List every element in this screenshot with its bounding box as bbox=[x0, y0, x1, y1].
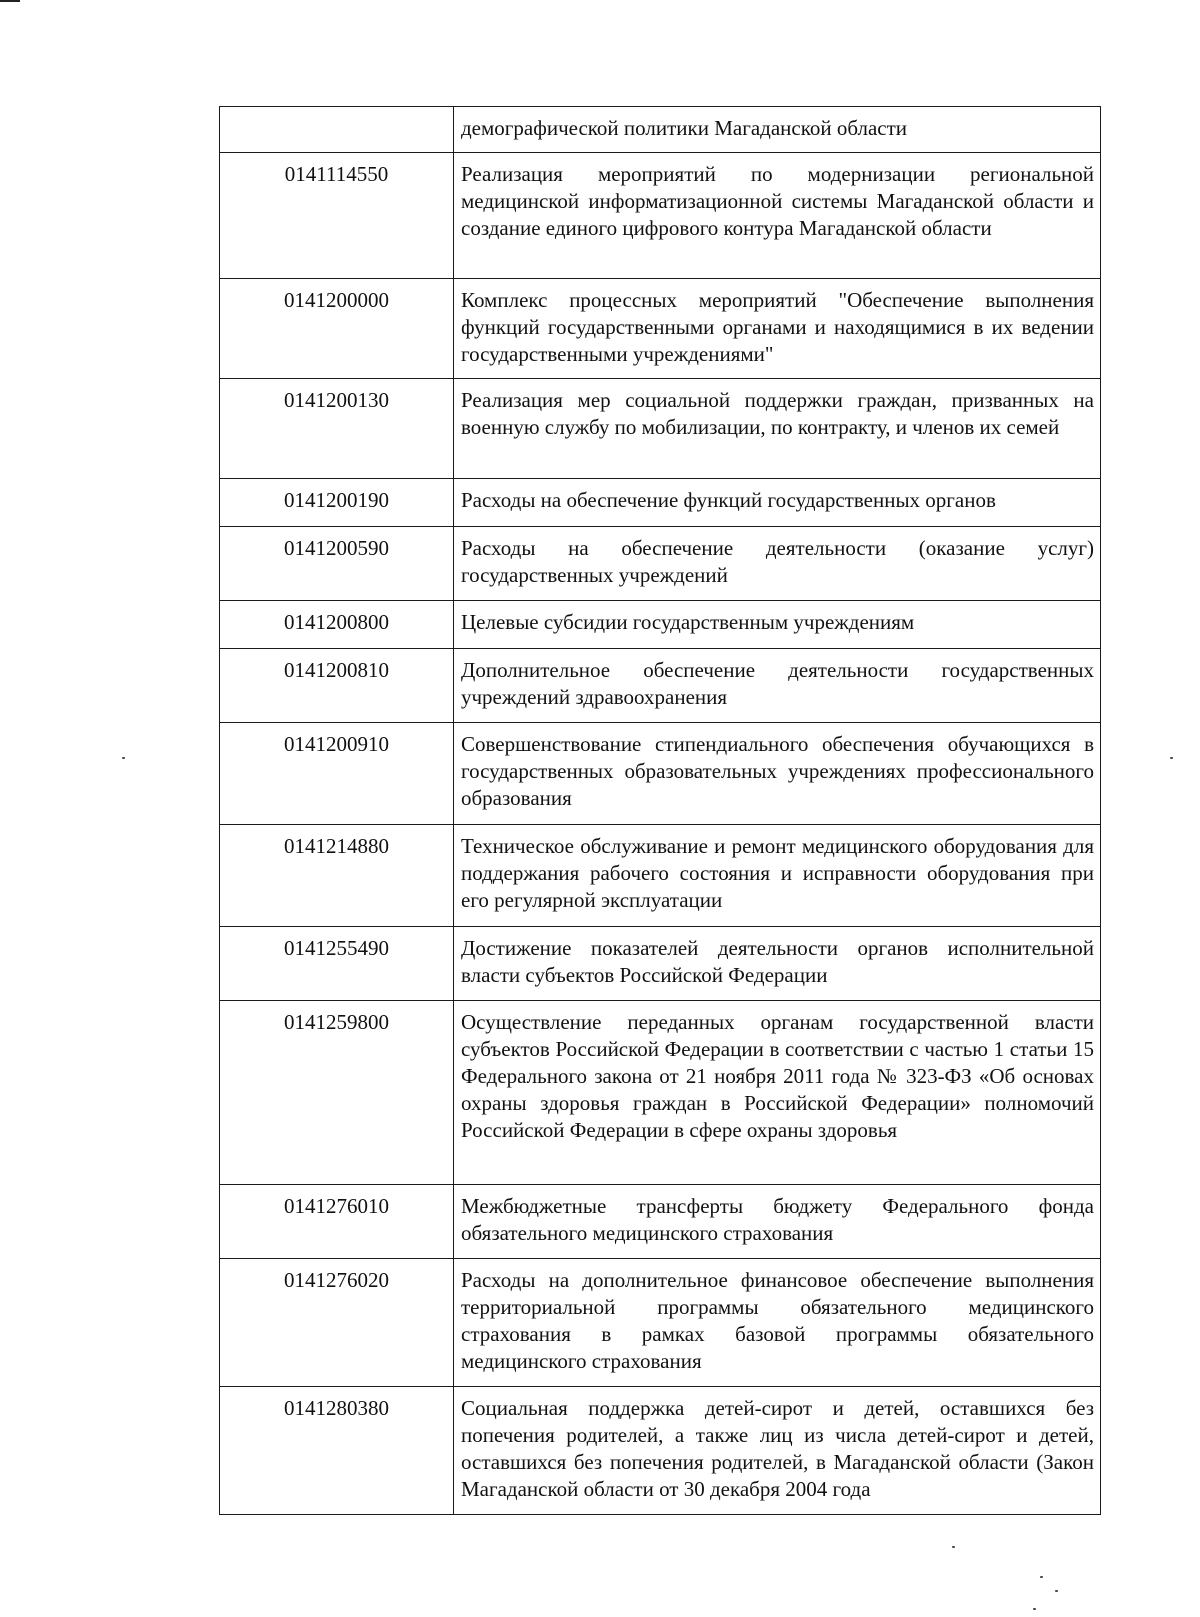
code-cell: 0141114550 bbox=[220, 153, 454, 279]
scan-speck bbox=[952, 1546, 955, 1548]
description-cell: Достижение показателей деятельности органов исполнительной власти субъектов Российской Федерации bbox=[454, 927, 1101, 1001]
scan-edge-mark bbox=[0, 0, 20, 2]
description-cell: Целевые субсидии государственным учреждениям bbox=[454, 601, 1101, 649]
table-row bbox=[220, 825, 1101, 927]
table-row bbox=[220, 153, 1101, 279]
code-cell: 0141276010 bbox=[220, 1185, 454, 1259]
description-cell: Реализация мер социальной поддержки граждан, призванных на военную службу по мобилизации, по контракту, и членов их семей bbox=[454, 379, 1101, 479]
code-cell: 0141200130 bbox=[220, 379, 454, 479]
code-cell: 0141255490 bbox=[220, 927, 454, 1001]
scan-speck bbox=[1055, 1590, 1058, 1592]
description-cell: Расходы на обеспечение деятельности (оказание услуг) государственных учреждений bbox=[454, 527, 1101, 601]
description-cell: Межбюджетные трансферты бюджету Федерального фонда обязательного медицинского страхования bbox=[454, 1185, 1101, 1259]
code-cell: 0141200800 bbox=[220, 601, 454, 649]
scan-speck bbox=[1040, 1576, 1043, 1578]
description-cell: Дополнительное обеспечение деятельности государственных учреждений здравоохранения bbox=[454, 649, 1101, 723]
description-cell: демографической политики Магаданской области bbox=[454, 107, 1101, 153]
code-cell: 0141259800 bbox=[220, 1001, 454, 1185]
table-row bbox=[220, 1001, 1101, 1185]
code-cell: 0141200190 bbox=[220, 479, 454, 527]
table-row bbox=[220, 601, 1101, 649]
table-row bbox=[220, 107, 1101, 153]
table-row bbox=[220, 1387, 1101, 1515]
code-cell: 0141200000 bbox=[220, 279, 454, 379]
table-row bbox=[220, 1259, 1101, 1387]
code-cell: 0141214880 bbox=[220, 825, 454, 927]
table-row bbox=[220, 379, 1101, 479]
scan-speck bbox=[122, 757, 125, 759]
table-row bbox=[220, 279, 1101, 379]
budget-codes-table bbox=[219, 106, 1101, 1515]
description-cell: Осуществление переданных органам государственной власти субъектов Российской Федерации в соответствии с частью 1 статьи 15 Федерального закона от 21 ноября 2011 года № 323-ФЗ «Об основах охраны здоровья граждан в Российской Федерации» полномочий Российской Федерации в сфере охраны здоровья bbox=[454, 1001, 1101, 1185]
scan-speck bbox=[1170, 757, 1173, 759]
code-cell: 0141200590 bbox=[220, 527, 454, 601]
code-cell: 0141276020 bbox=[220, 1259, 454, 1387]
code-cell: 0141200910 bbox=[220, 723, 454, 825]
description-cell: Совершенствование стипендиального обеспечения обучающихся в государственных образовательных учреждениях профессионального образования bbox=[454, 723, 1101, 825]
description-cell: Расходы на дополнительное финансовое обеспечение выполнения территориальной программы обязательного медицинского страхования в рамках базовой программы обязательного медицинского страхования bbox=[454, 1259, 1101, 1387]
code-cell: 0141200810 bbox=[220, 649, 454, 723]
table-row bbox=[220, 649, 1101, 723]
description-cell: Техническое обслуживание и ремонт медицинского оборудования для поддержания рабочего состояния и исправности оборудования при его регулярной эксплуатации bbox=[454, 825, 1101, 927]
code-cell: 0141280380 bbox=[220, 1387, 454, 1515]
description-cell: Расходы на обеспечение функций государственных органов bbox=[454, 479, 1101, 527]
table-row bbox=[220, 1185, 1101, 1259]
scan-speck bbox=[1033, 1608, 1036, 1610]
description-cell: Реализация мероприятий по модернизации региональной медицинской информатизационной системы Магаданской области и создание единого цифрового контура Магаданской области bbox=[454, 153, 1101, 279]
code-cell bbox=[220, 107, 454, 153]
table-row bbox=[220, 927, 1101, 1001]
description-cell: Социальная поддержка детей-сирот и детей, оставшихся без попечения родителей, а также лиц из числа детей-сирот и детей, оставшихся без попечения родителей, в Магаданской области (Закон Магаданской области от 30 декабря 2004 года bbox=[454, 1387, 1101, 1515]
description-cell: Комплекс процессных мероприятий "Обеспечение выполнения функций государственными органами и находящимися в их ведении государственными учреждениями" bbox=[454, 279, 1101, 379]
table-row bbox=[220, 723, 1101, 825]
table-row bbox=[220, 479, 1101, 527]
table-row bbox=[220, 527, 1101, 601]
